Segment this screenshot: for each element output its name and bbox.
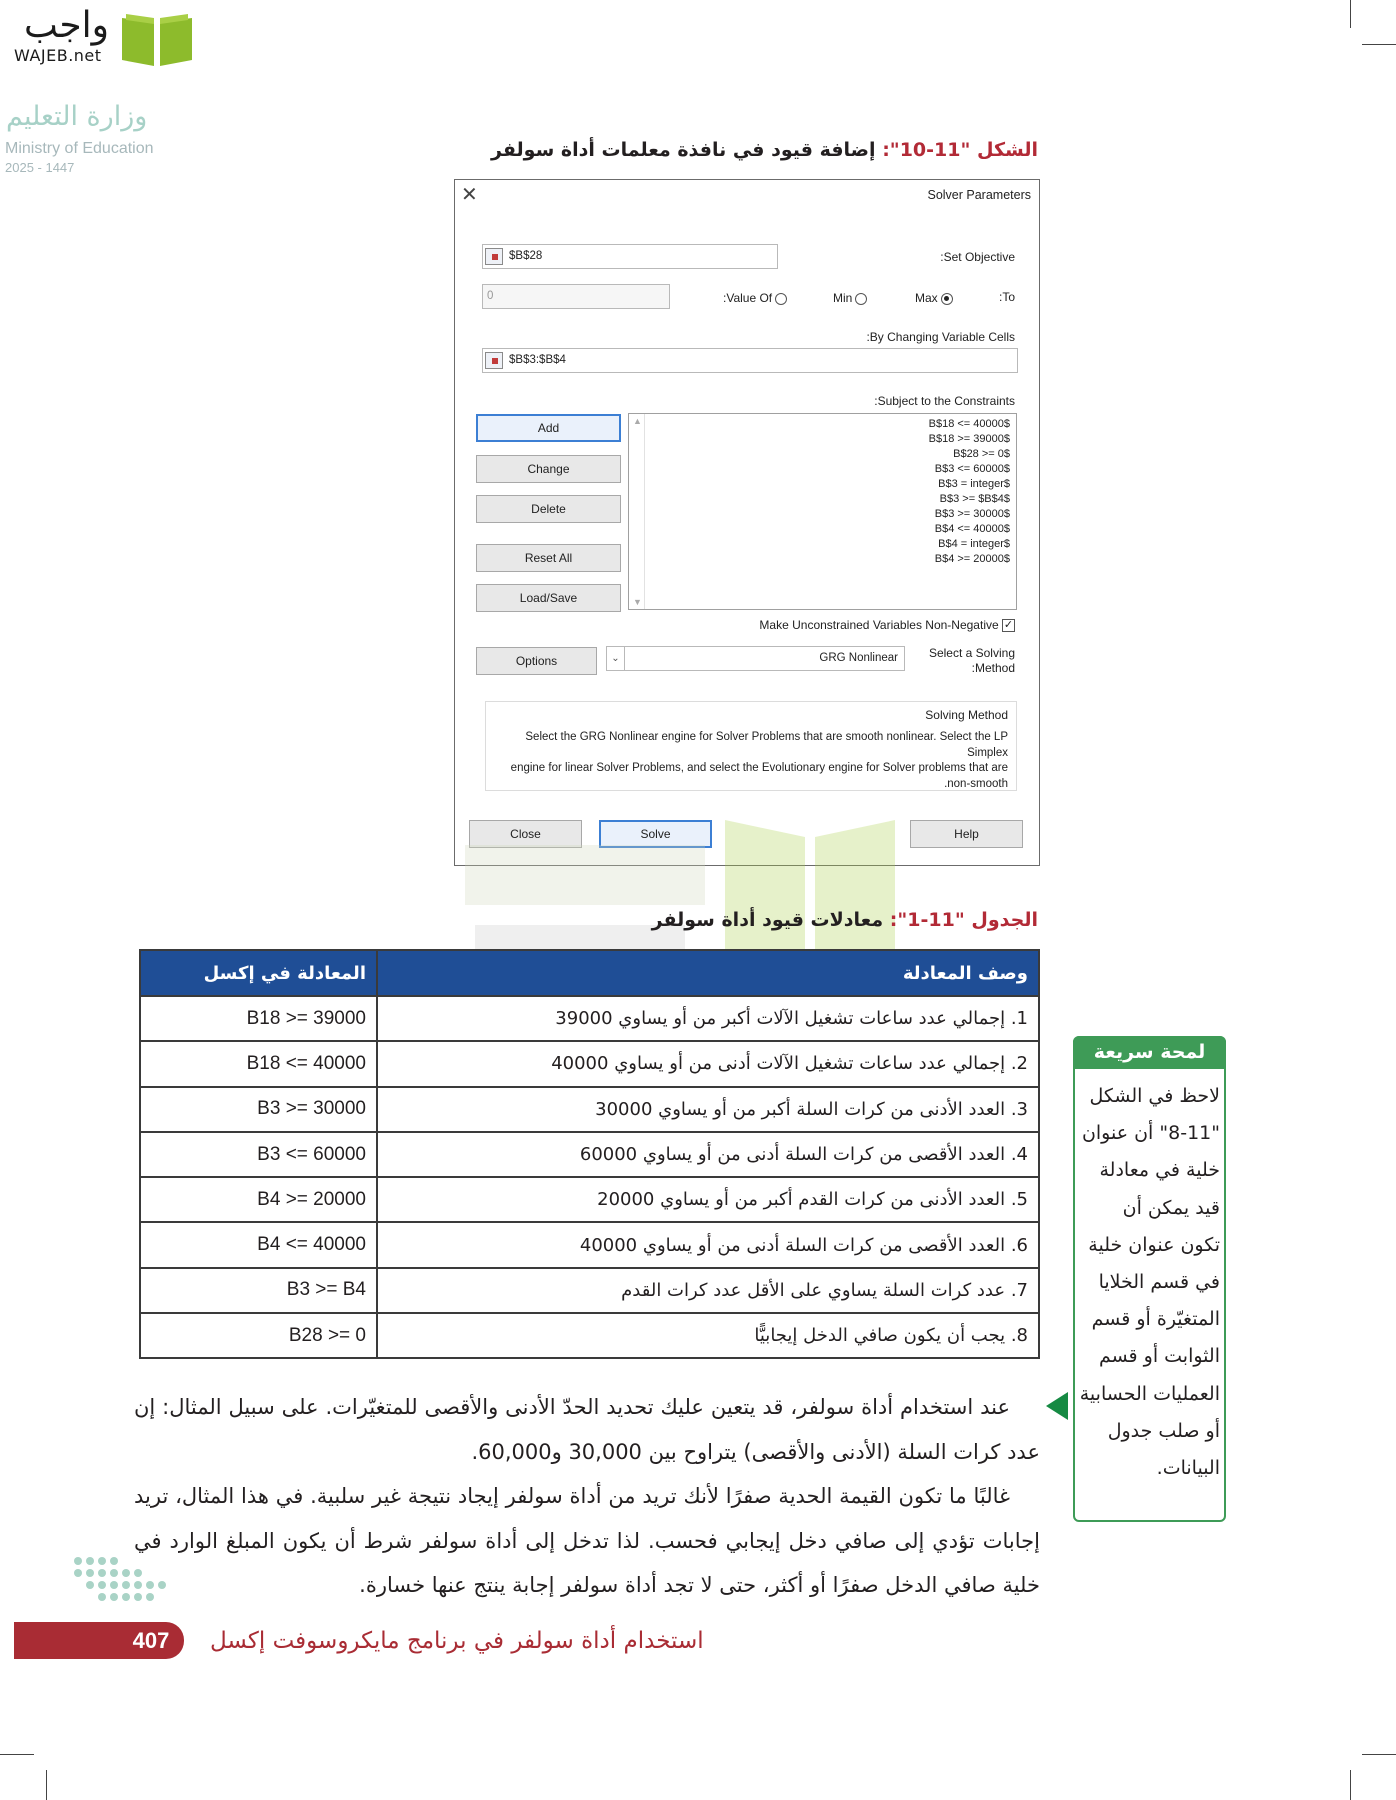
figure-label: الشكل "11-10": xyxy=(882,139,1038,161)
to-label: :To xyxy=(998,290,1015,304)
constraint-item[interactable]: B$3 = integer$ xyxy=(938,478,1010,490)
logo-arabic-text: واجب xyxy=(24,5,109,46)
ministry-year: 2025 - 1447 xyxy=(5,160,75,175)
figure-title: إضافة قيود في نافذة معلمات أداة سولفر xyxy=(491,139,876,161)
non-negative-checkbox[interactable] xyxy=(759,618,1015,632)
solving-method-label-line1: Select a Solving xyxy=(928,646,1015,660)
constraint-item[interactable]: B$28 >= 0$ xyxy=(953,448,1010,460)
row-equation: B3 <= 60000 xyxy=(140,1132,377,1177)
row-equation: B18 >= 39000 xyxy=(140,996,377,1041)
quick-tip-body: لاحظ في الشكل "11-8" أن عنوان خلية في معادلة قيد يمكن أن تكون عنوان خلية في قسم الخلايا المتغيّرة أو قسم الثوابت أو قسم العمليات الحسابية أو صلب جدول البيانات. xyxy=(1079,1085,1220,1480)
change-button[interactable]: Change xyxy=(476,455,621,483)
table-row xyxy=(140,1222,1039,1267)
value-of-radio[interactable] xyxy=(723,291,787,305)
row-equation: B3 >= B4 xyxy=(140,1268,377,1313)
min-label: Min xyxy=(833,291,853,305)
close-icon[interactable]: ✕ xyxy=(461,184,478,206)
solve-button[interactable]: Solve xyxy=(599,820,712,848)
row-description: 6. العدد الأقصى من كرات السلة أدنى من أو يساوي 40000 xyxy=(377,1222,1039,1267)
constraint-item[interactable]: B$18 >= 39000$ xyxy=(928,433,1010,445)
value-of-input[interactable] xyxy=(482,284,670,309)
constraint-item[interactable]: B$3 >= 30000$ xyxy=(934,508,1010,520)
min-radio-icon[interactable] xyxy=(855,293,867,305)
options-button[interactable]: Options xyxy=(476,647,597,675)
changing-cells-label: :By Changing Variable Cells xyxy=(866,330,1015,344)
figure-caption xyxy=(491,139,1038,161)
table-row xyxy=(140,1313,1039,1358)
scrollbar[interactable] xyxy=(629,414,645,609)
row-equation: B4 <= 40000 xyxy=(140,1222,377,1267)
value-of-label: :Value Of xyxy=(723,291,773,305)
row-description: 2. إجمالي عدد ساعات تشغيل الآلات أدنى من أو يساوي 40000 xyxy=(377,1041,1039,1086)
crop-mark xyxy=(1362,44,1396,45)
description-line: engine for linear Solver Problems, and select the Evolutionary engine for Solver problems that are xyxy=(510,762,1008,774)
table-caption xyxy=(652,909,1038,931)
table-label: الجدول "11-1": xyxy=(889,909,1038,931)
constraint-item[interactable]: B$4 <= 40000$ xyxy=(934,523,1010,535)
table-row xyxy=(140,1041,1039,1086)
constraints-list[interactable] xyxy=(628,413,1017,610)
description-line: .non-smooth xyxy=(944,777,1008,790)
set-objective-value: $B$28 xyxy=(509,250,543,262)
set-objective-input[interactable] xyxy=(482,244,778,269)
row-equation: B18 <= 40000 xyxy=(140,1041,377,1086)
row-description: 1. إجمالي عدد ساعات تشغيل الآلات أكبر من أو يساوي 39000 xyxy=(377,996,1039,1041)
help-button[interactable]: Help xyxy=(910,820,1023,848)
ministry-english: Ministry of Education xyxy=(5,140,154,157)
quick-tip-box xyxy=(1073,1036,1226,1522)
value-of-value: 0 xyxy=(487,290,494,302)
solving-method-value: GRG Nonlinear xyxy=(819,652,898,664)
crop-mark xyxy=(46,1770,47,1800)
footer-title: استخدام أداة سولفر في برنامج مايكروسوفت إكسل xyxy=(210,1628,704,1654)
load-save-button[interactable]: Load/Save xyxy=(476,584,621,612)
crop-mark xyxy=(1350,1770,1351,1800)
logo-latin-text: WAJEB.net xyxy=(14,46,102,65)
constraint-item[interactable]: B$3 <= 60000$ xyxy=(934,463,1010,475)
max-radio[interactable] xyxy=(915,291,953,305)
row-equation: B3 >= 30000 xyxy=(140,1087,377,1132)
constraints-items xyxy=(929,417,1010,567)
row-equation: B28 >= 0 xyxy=(140,1313,377,1358)
solving-method-select[interactable] xyxy=(606,646,905,671)
quick-tip-title: لمحة سريعة xyxy=(1073,1036,1226,1069)
paragraph-2: غالبًا ما تكون القيمة الحدية صفرًا لأنك تريد من أداة سولفر إيجاد نتيجة غير سلبية. في هذا المثال، تريد إجابات تؤدي إلى صافي دخل إيجابي فحسب. لذا تدخل إلى أداة سولفر شرط أن يكون المبلغ الوارد في خلية صافي الدخل صفرًا أو أكثر، حتى لا تجد أداة سولفر إجابة ينتج عنها خسارة. xyxy=(134,1484,1040,1597)
reset-all-button[interactable]: Reset All xyxy=(476,544,621,572)
table-title: معادلات قيود أداة سولفر xyxy=(651,909,884,931)
range-select-icon[interactable] xyxy=(485,352,503,369)
row-description: 8. يجب أن يكون صافي الدخل إيجابيًّا xyxy=(377,1313,1039,1358)
constraints-label: :Subject to the Constraints xyxy=(874,394,1015,408)
row-equation: B4 >= 20000 xyxy=(140,1177,377,1222)
solver-parameters-window xyxy=(454,179,1040,866)
table-row xyxy=(140,996,1039,1041)
range-select-icon[interactable] xyxy=(485,248,503,265)
solving-method-label xyxy=(929,646,1015,676)
checkmark-icon[interactable]: ✓ xyxy=(1003,619,1014,632)
changing-cells-value: $B$3:$B$4 xyxy=(509,354,566,366)
constraint-item[interactable]: B$3 >= $B$4$ xyxy=(939,493,1010,505)
value-of-radio-icon[interactable] xyxy=(775,293,787,305)
constraint-item[interactable]: B$18 <= 40000$ xyxy=(928,418,1010,430)
crop-mark xyxy=(0,1754,34,1755)
row-description: 4. العدد الأقصى من كرات السلة أدنى من أو يساوي 60000 xyxy=(377,1132,1039,1177)
table-row xyxy=(140,1177,1039,1222)
constraint-item[interactable]: B$4 >= 20000$ xyxy=(934,553,1010,565)
row-description: 7. عدد كرات السلة يساوي على الأقل عدد كرات القدم xyxy=(377,1268,1039,1313)
solving-method-title: Solving Method xyxy=(925,708,1008,722)
constraints-table xyxy=(139,949,1040,1359)
solving-method-description xyxy=(488,730,1008,792)
description-line: Select the GRG Nonlinear engine for Solver Problems that are smooth nonlinear. Select the LP Simplex xyxy=(525,731,1008,759)
book-icon xyxy=(118,10,196,68)
wajeb-logo xyxy=(10,4,190,70)
table-row xyxy=(140,1132,1039,1177)
paragraph-1: عند استخدام أداة سولفر، قد يتعين عليك تحديد الحدّ الأدنى والأقصى للمتغيّرات. على سبيل المثال: إن عدد كرات السلة (الأدنى والأقصى) يتراوح بين 30,000 و60,000. xyxy=(134,1395,1040,1464)
crop-mark xyxy=(1362,1754,1396,1755)
non-negative-label: Make Unconstrained Variables Non-Negative xyxy=(759,618,999,632)
table-row xyxy=(140,1087,1039,1132)
crop-mark xyxy=(1350,0,1351,28)
delete-button[interactable]: Delete xyxy=(476,495,621,523)
max-radio-icon[interactable] xyxy=(941,293,953,305)
row-description: 5. العدد الأدنى من كرات القدم أكبر من أو يساوي 20000 xyxy=(377,1177,1039,1222)
table-row xyxy=(140,1268,1039,1313)
page-number: 407 xyxy=(132,1628,170,1653)
min-radio[interactable] xyxy=(833,291,867,305)
ministry-arabic: وزارة التعليم xyxy=(6,101,148,132)
add-button[interactable]: Add xyxy=(476,414,621,442)
scroll-down-icon[interactable]: ▼ xyxy=(633,597,642,607)
scroll-up-icon[interactable]: ▲ xyxy=(633,416,642,426)
close-button[interactable]: Close xyxy=(469,820,582,848)
row-description: 3. العدد الأدنى من كرات السلة أكبر من أو يساوي 30000 xyxy=(377,1087,1039,1132)
changing-cells-input[interactable] xyxy=(482,348,1018,373)
header-excel-equation: المعادلة في إكسل xyxy=(140,950,377,996)
header-description: وصف المعادلة xyxy=(377,950,1039,996)
max-label: Max xyxy=(915,291,938,305)
window-title: Solver Parameters xyxy=(927,188,1031,202)
set-objective-label: :Set Objective xyxy=(940,250,1015,264)
constraint-item[interactable]: B$4 = integer$ xyxy=(938,538,1010,550)
body-paragraph xyxy=(134,1385,1040,1608)
solving-method-label-line2: :Method xyxy=(971,661,1015,675)
pointer-arrow-icon xyxy=(1046,1392,1068,1420)
chevron-down-icon[interactable]: ⌄ xyxy=(607,647,625,670)
solving-method-info xyxy=(485,701,1017,791)
table-header-row xyxy=(140,950,1039,996)
